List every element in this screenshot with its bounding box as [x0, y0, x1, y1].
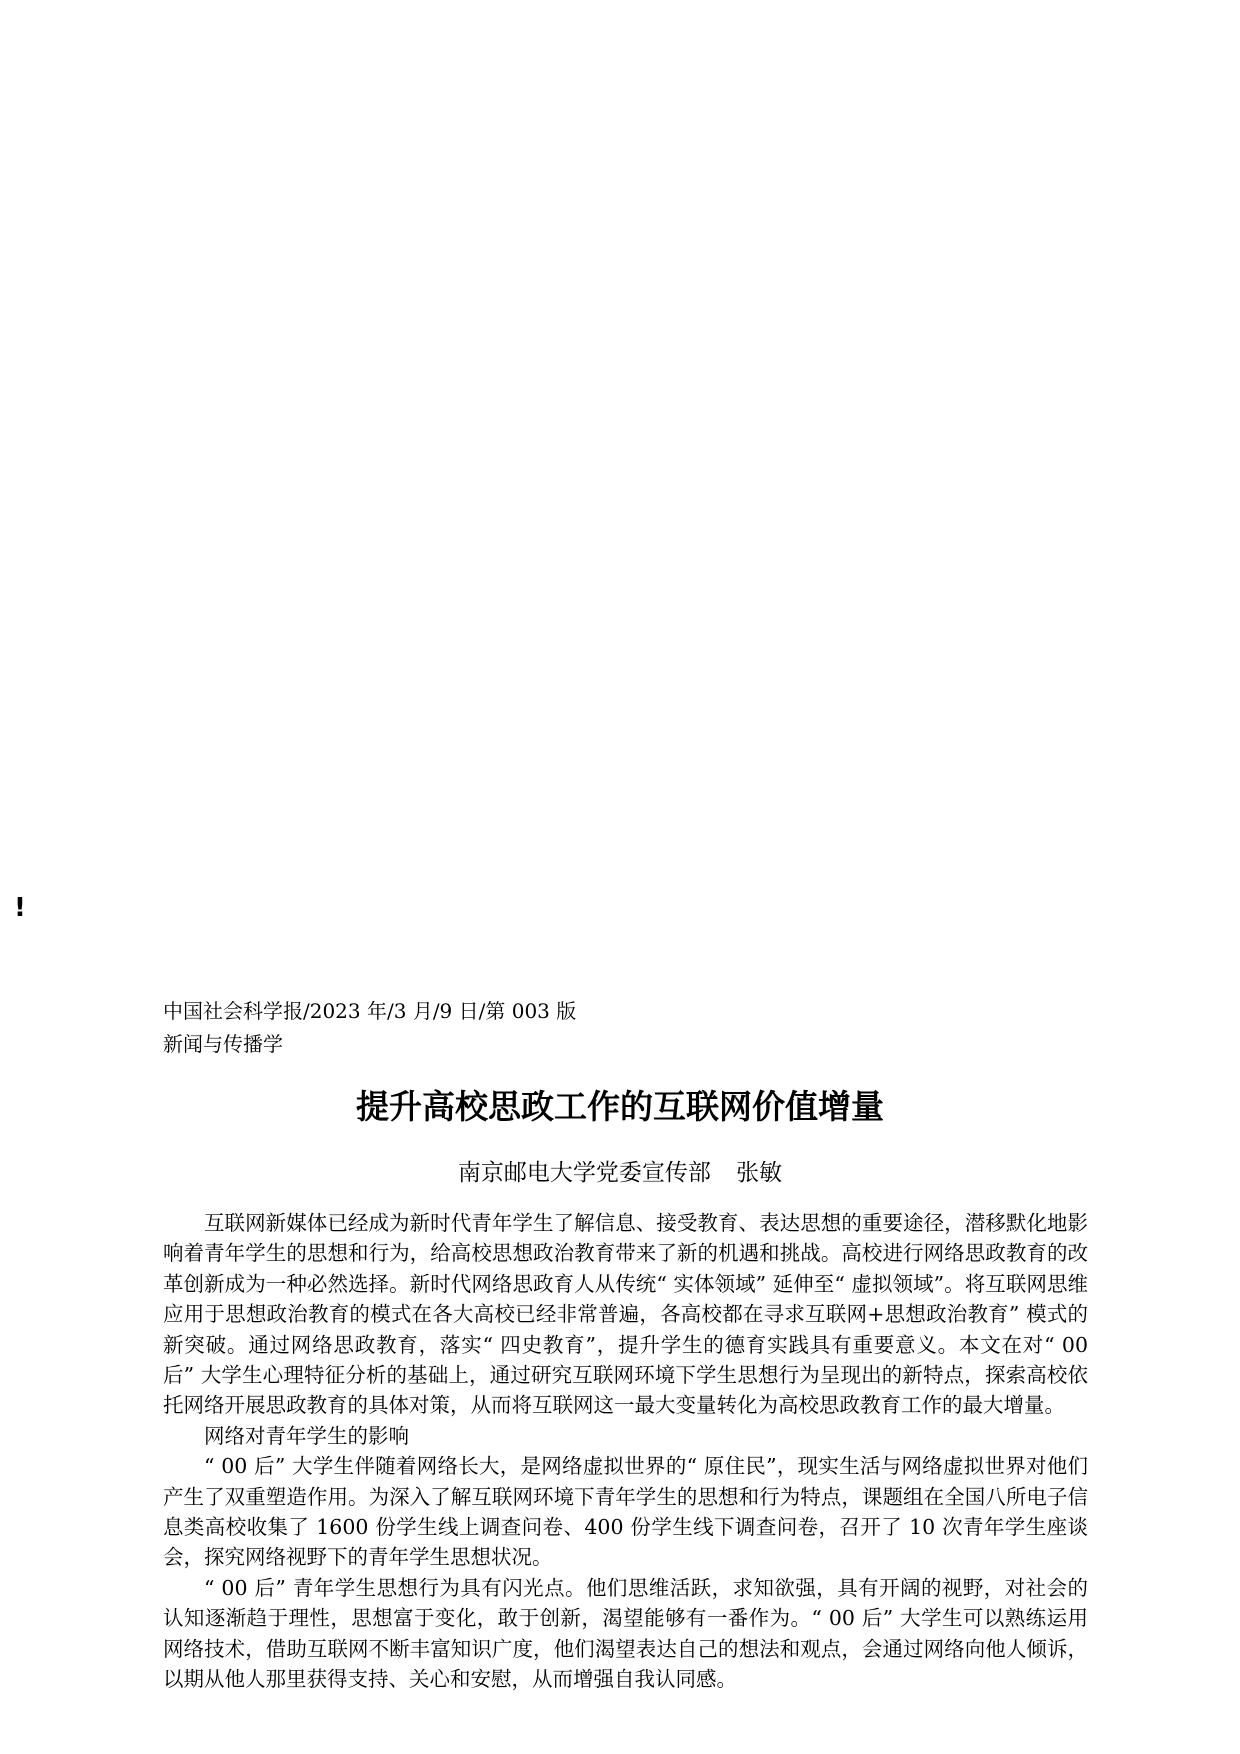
paragraph-traits: “ 00 后” 青年学生思想行为具有闪光点。他们思维活跃，求知欲强，具有开阔的视野，对社会的认知逐渐趋于理性，思想富于变化，敢于创新，渴望能够有一番作为。“ 00 后” 大学生可以熟练运用网络技术，借助互联网不断丰富知识广度，他们渴望表达自己的想法和观点，会通过网络向他人倾诉，以期从他人那里获得支持、关心和安慰，从而增强自我认同感。: [163, 1575, 1088, 1692]
article-title: 提升高校思政工作的互联网价值增量: [356, 1087, 884, 1126]
article-body: [163, 1208, 1088, 1695]
section-heading: 网络对青年学生的影响: [204, 1423, 409, 1448]
source-line: 中国社会科学报/2023 年/3 月/9 日/第 003 版新闻与传播学: [163, 999, 577, 1056]
paragraph-intro: 互联网新媒体已经成为新时代青年学生了解信息、接受教育、表达思想的重要途径，潜移默化地影响着青年学生的思想和行为，给高校思想政治教育带来了新的机遇和挑战。高校进行网络思政教育的改革创新成为一种必然选择。新时代网络思政育人从传统“ 实体领域” 延伸至“ 虚拟领域”。将互联网思维应用于思想政治教育的模式在各大高校已经非常普遍，各高校都在寻求互联网+思想政治教育” 模式的新突破。通过网络思政教育，落实“ 四史教育”，提升学生的德育实践具有重要意义。本文在对“ 00 后” 大学生心理特征分析的基础上，通过研究互联网环境下学生思想行为呈现出的新特点，探索高校依托网络开展思政教育的具体对策，从而将互联网这一最大变量转化为高校思政教育工作的最大增量。: [163, 1211, 1088, 1418]
byline: 南京邮电大学党委宣传部 张敏: [457, 1160, 783, 1186]
paragraph-survey: “ 00 后” 大学生伴随着网络长大，是网络虚拟世界的“ 原住民”，现实生活与网络虚拟世界对他们产生了双重塑造作用。为深入了解互联网环境下青年学生的思想和行为特点，课题组在全国八所电子信息类高校收集了 1600 份学生线上调查问卷、400 份学生线下调查问卷，召开了 10 次青年学生座谈会，探究网络视野下的青年学生思想状况。: [163, 1454, 1088, 1570]
exclamation-mark: !: [14, 893, 26, 923]
